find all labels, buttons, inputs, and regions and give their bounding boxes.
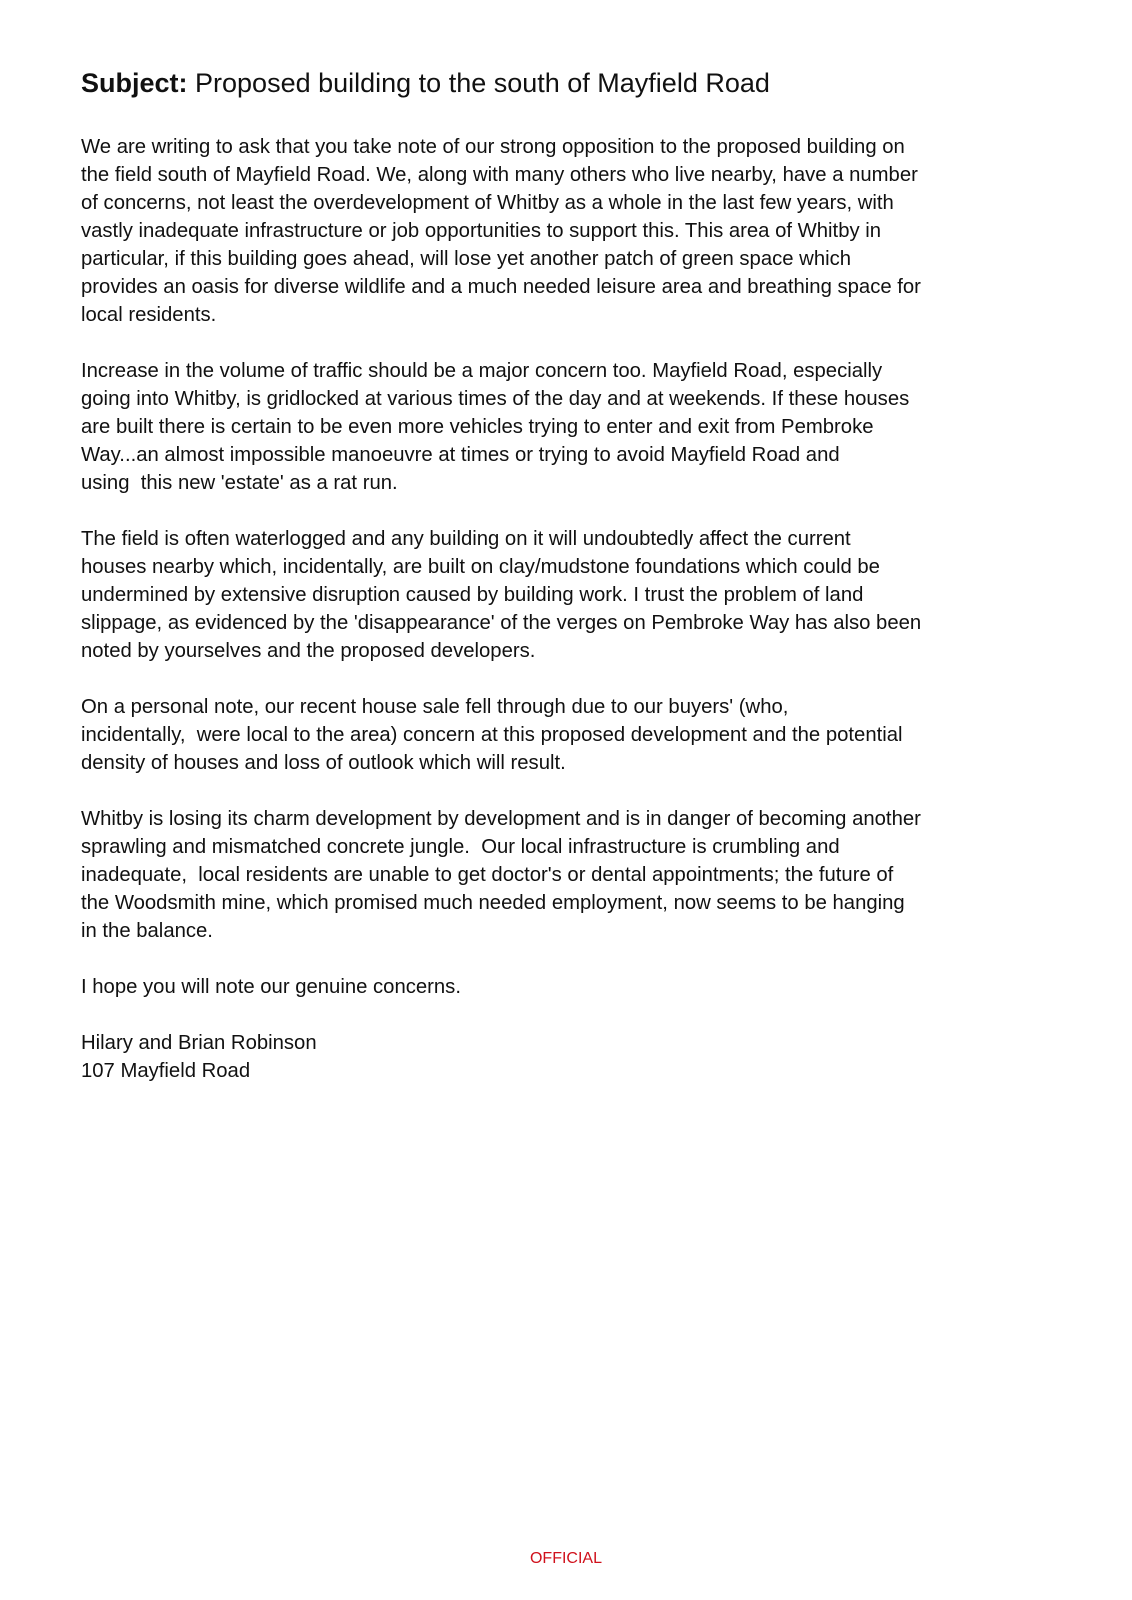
text-line: Hilary and Brian Robinson <box>81 1032 317 1054</box>
text-line: houses nearby which, incidentally, are built on clay/mudstone foundations which could be <box>81 556 880 578</box>
paragraph <box>81 805 921 945</box>
paragraph <box>81 525 921 665</box>
text-line: are built there is certain to be even more vehicles trying to enter and exit from Pembroke <box>81 416 874 438</box>
text-line: slippage, as evidenced by the 'disappearance' of the verges on Pembroke Way has also been <box>81 612 922 634</box>
text-line: sprawling and mismatched concrete jungle. Our local infrastructure is crumbling and <box>81 836 840 858</box>
text-line: The field is often waterlogged and any building on it will undoubtedly affect the current <box>81 528 851 550</box>
text-line: the field south of Mayfield Road. We, along with many others who live nearby, have a number <box>81 164 918 186</box>
text-line: incidentally, were local to the area) concern at this proposed development and the potential <box>81 724 903 746</box>
text-line: density of houses and loss of outlook which will result. <box>81 752 566 774</box>
text-line: local residents. <box>81 304 217 326</box>
text-line: vastly inadequate infrastructure or job opportunities to support this. This area of Whitby in <box>81 220 882 242</box>
paragraph <box>81 133 921 329</box>
paragraph <box>81 357 921 497</box>
subject-label: Subject: <box>81 68 188 98</box>
subject-text: Proposed building to the south of Mayfield Road <box>187 68 770 98</box>
text-line: in the balance. <box>81 920 213 942</box>
text-line: provides an oasis for diverse wildlife and a much needed leisure area and breathing space for <box>81 276 921 298</box>
text-line: Way...an almost impossible manoeuvre at times or trying to avoid Mayfield Road and <box>81 444 840 466</box>
text-line: the Woodsmith mine, which promised much needed employment, now seems to be hanging <box>81 892 905 914</box>
paragraph <box>81 973 921 1001</box>
text-line: going into Whitby, is gridlocked at various times of the day and at weekends. If these houses <box>81 388 910 410</box>
text-line: noted by yourselves and the proposed developers. <box>81 640 536 662</box>
text-line: 107 Mayfield Road <box>81 1060 251 1082</box>
text-line: using this new 'estate' as a rat run. <box>81 472 398 494</box>
text-line: of concerns, not least the overdevelopment of Whitby as a whole in the last few years, with <box>81 192 894 214</box>
text-line: Increase in the volume of traffic should be a major concern too. Mayfield Road, especially <box>81 360 883 382</box>
text-line: On a personal note, our recent house sale fell through due to our buyers' (who, <box>81 696 789 718</box>
signature-block <box>81 1029 921 1085</box>
text-line: inadequate, local residents are unable to get doctor's or dental appointments; the future of <box>81 864 894 886</box>
letter-body <box>81 133 921 1113</box>
paragraph <box>81 693 921 777</box>
text-line: undermined by extensive disruption caused by building work. I trust the problem of land <box>81 584 864 606</box>
classification-footer: OFFICIAL <box>529 1550 602 1567</box>
text-line: We are writing to ask that you take note of our strong opposition to the proposed building on <box>81 136 905 158</box>
text-line: Whitby is losing its charm development by development and is in danger of becoming another <box>81 808 921 830</box>
text-line: I hope you will note our genuine concerns. <box>81 976 461 998</box>
text-line: particular, if this building goes ahead, will lose yet another patch of green space which <box>81 248 852 270</box>
subject-line <box>81 68 770 99</box>
